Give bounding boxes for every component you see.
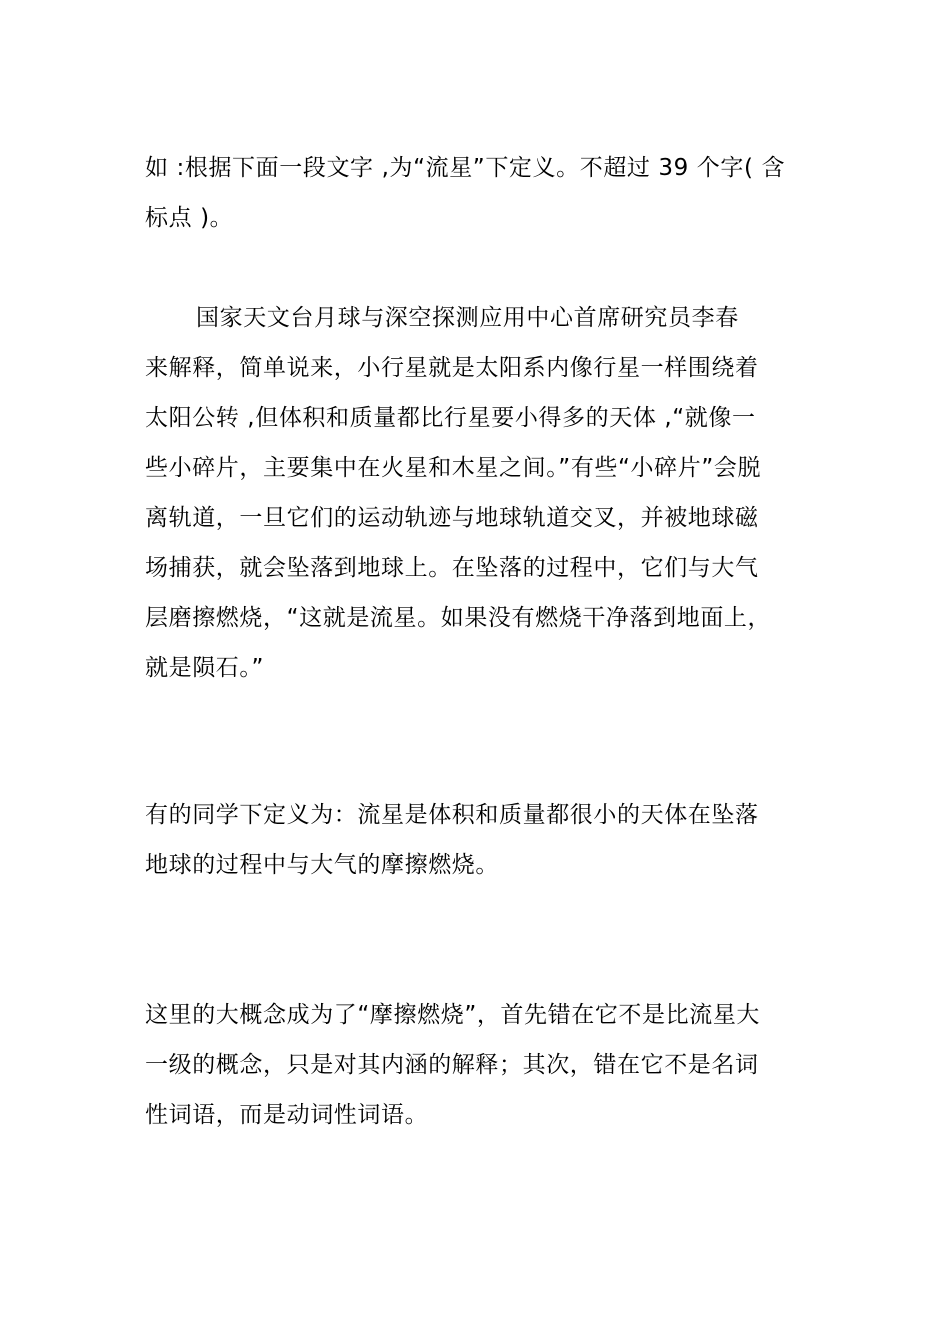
paragraph-3-line-1: 有的同学下定义为：流星是体积和质量都很小的天体在坠落 [145, 802, 759, 828]
paragraph-4-line-2: 一级的概念，只是对其内涵的解释；其次，错在它不是名词 [145, 1052, 759, 1078]
paragraph-2-line-2: 来解释，简单说来，小行星就是太阳系内像行星一样围绕着 [145, 355, 759, 381]
paragraph-2-line-7: 层磨擦燃烧，“这就是流星。如果没有燃烧干净落到地面上， [145, 605, 772, 631]
paragraph-3-line-2: 地球的过程中与大气的摩擦燃烧。 [145, 852, 499, 878]
paragraph-4-line-3: 性词语，而是动词性词语。 [145, 1102, 429, 1128]
paragraph-2-line-8: 就是陨石。” [145, 655, 265, 681]
paragraph-2-line-1: 国家天文台月球与深空探测应用中心首席研究员李春 [196, 305, 739, 331]
paragraph-4-line-1: 这里的大概念成为了“摩擦燃烧”，首先错在它不是比流星大 [145, 1002, 761, 1028]
paragraph-1-line-2: 标点 )。 [145, 205, 234, 231]
paragraph-2-line-5: 离轨道，一旦它们的运动轨迹与地球轨道交叉，并被地球磁 [145, 505, 759, 531]
paragraph-2-line-3: 太阳公转 ,但体积和质量都比行星要小得多的天体 ,“就像一 [145, 405, 756, 431]
paragraph-2-line-4: 些小碎片，主要集中在火星和木星之间。”有些“小碎片”会脱 [145, 455, 762, 481]
paragraph-2-line-6: 场捕获，就会坠落到地球上。在坠落的过程中，它们与大气 [145, 555, 759, 581]
paragraph-1-line-1: 如 :根据下面一段文字 ,为“流星”下定义。不超过 39 个字( 含 [145, 155, 786, 181]
